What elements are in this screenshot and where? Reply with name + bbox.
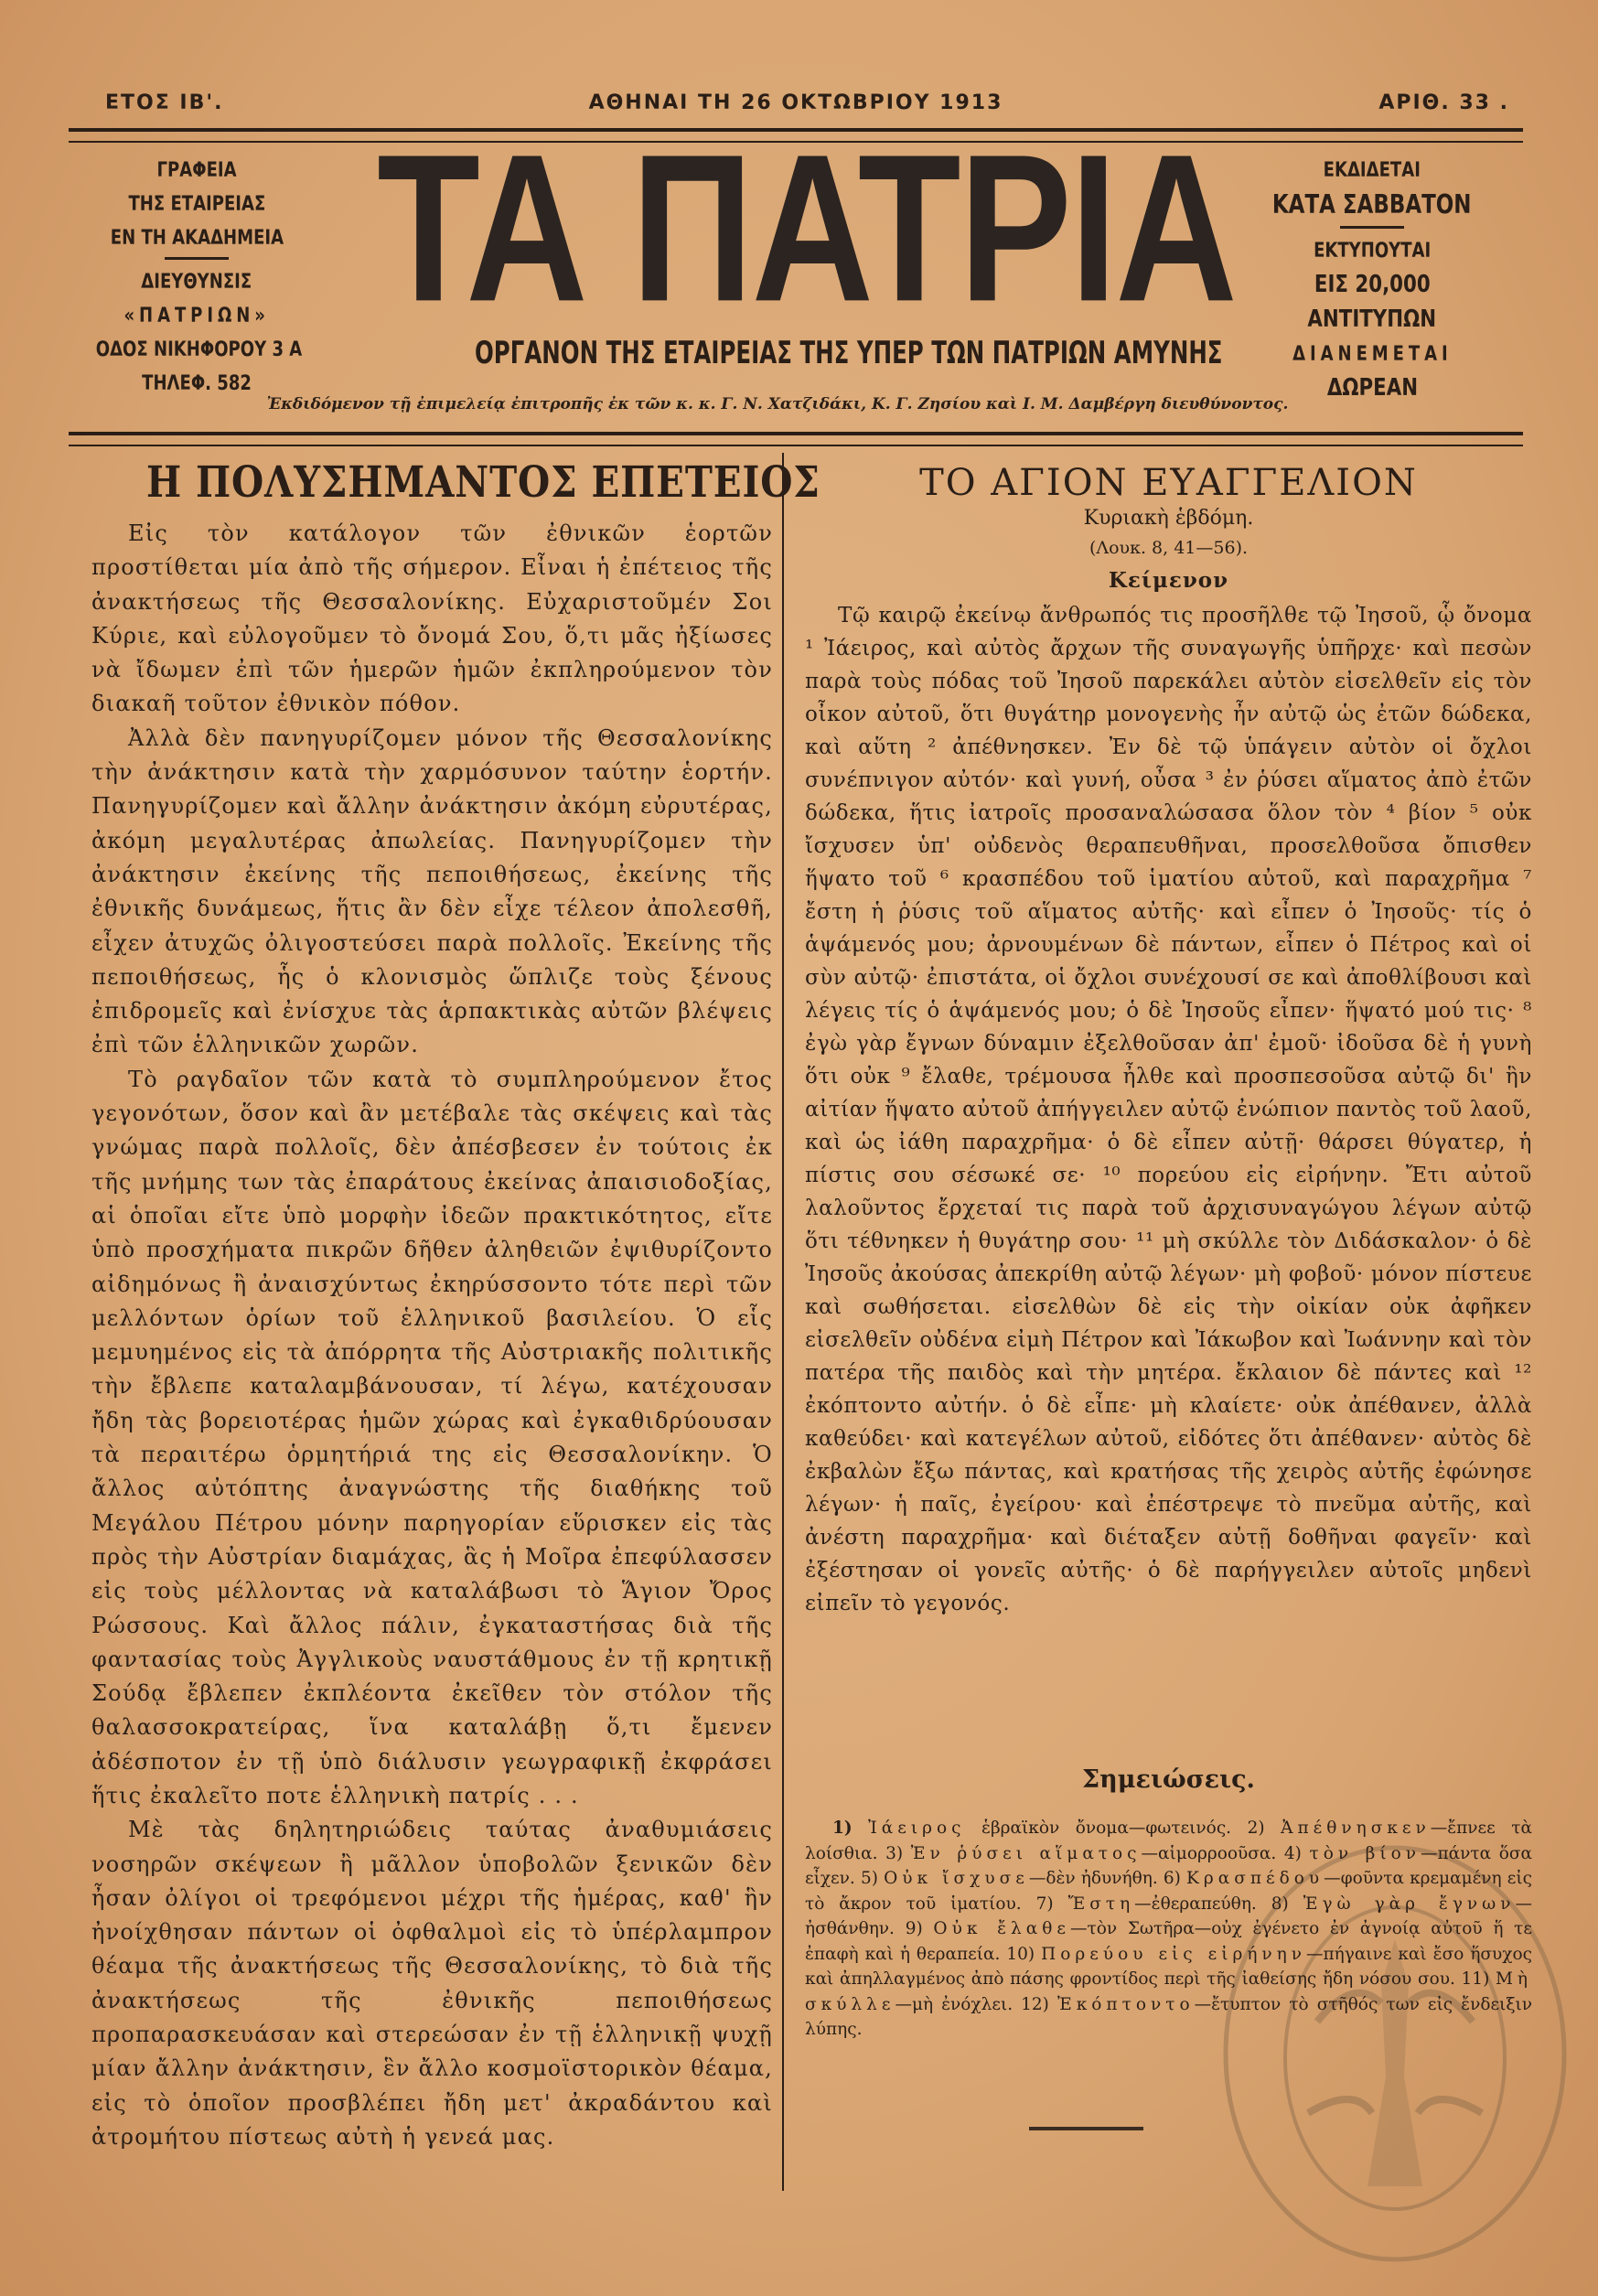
patrion-label: «ΠΑΤΡΙΩΝ»	[123, 305, 270, 327]
note-number: 6)	[1163, 1869, 1181, 1888]
note-term: Πορεύου εἰς εἰρήνην	[1041, 1944, 1307, 1964]
note-item	[832, 1819, 1248, 1838]
note-term: Μὴ σκύλλε	[805, 1969, 1532, 2014]
note-term: Οὐκ ἔλαθε	[933, 1919, 1070, 1938]
note-term: Ἰάειρος	[868, 1819, 966, 1838]
note-gloss: —ἔπνεε τὰ λοίσθια.	[805, 1819, 1532, 1863]
academy-label: ΕΝ ΤΗ ΑΚΑΔΗΜΕΙΑ	[110, 227, 284, 250]
left-article-title: Η ΠΟΛΥΣΗΜΑΝΤΟΣ ΕΠΕΤΕΙΟΣ	[145, 457, 820, 508]
phone-label: ΤΗΛΕΦ. 582	[142, 372, 252, 395]
note-number: 4)	[1283, 1843, 1302, 1863]
note-number: 7)	[1035, 1894, 1054, 1914]
note-gloss: —ἠσθάνθην.	[805, 1894, 1532, 1938]
society-label: ΤΗΣ ΕΤΑΙΡΕΙΑΣ	[128, 193, 265, 216]
free-label: ΔΩΡΕΑΝ	[1326, 374, 1418, 402]
note-item	[1036, 1894, 1271, 1914]
note-term: Ἐγὼ γὰρ ἔγνων	[1303, 1894, 1516, 1914]
note-gloss: —φοῦντα κρεμαμένη εἰς τὸ ἄκρον τοῦ ἱματίου.	[805, 1869, 1532, 1914]
note-item	[861, 1869, 1164, 1888]
copies-label: ΑΝΤΙΤΥΠΩΝ	[1307, 306, 1437, 333]
note-number: 2)	[1247, 1819, 1265, 1838]
note-item	[885, 1844, 1284, 1863]
note-gloss: ἑβραϊκὸν ὄνομα—φωτεινός.	[965, 1819, 1232, 1838]
divider	[165, 257, 229, 260]
scripture-reference: (Λουκ. 8, 41—56).	[1089, 538, 1249, 558]
left-article	[91, 457, 820, 2154]
note-term: Ἐν ῥύσει αἵματος	[910, 1843, 1142, 1863]
printed-label: ΕΚΤΥΠΟΥΤΑΙ	[1313, 240, 1432, 263]
notes-heading: Σημειώσεις.	[1082, 1765, 1255, 1794]
masthead-right-info	[1249, 154, 1496, 406]
offices-label: ΓΡΑΦΕΙΑ	[156, 159, 237, 182]
masthead-left-info	[73, 154, 320, 401]
right-article	[805, 462, 1532, 1620]
note-number: 11)	[1461, 1969, 1490, 1989]
note-term: Κρασπέδου	[1186, 1869, 1325, 1888]
dateline: ΑΘΗΝΑΙ ΤΗ 26 ΟΚΤΩΒΡΙΟΥ 1913	[588, 91, 1003, 114]
copies-count: ΕΙΣ 20,000	[1314, 271, 1431, 298]
note-term: Ἀπέθνησκεν	[1281, 1819, 1431, 1838]
year-label: ΕΤΟΣ ΙΒ'.	[105, 91, 224, 114]
note-term: Ἔστη	[1067, 1894, 1135, 1914]
divider	[1340, 226, 1404, 229]
paragraph: Ἀλλὰ δὲν πανηγυρίζομεν μόνον τῆς Θεσσαλονίκης τὴν ἀνάκτησιν κατὰ τὴν χαρμόσυνον ταύτην ἑορτήν. Πανηγυρίζομεν καὶ ἄλλην ἀνάκτησιν ἀκόμη εὐρυτέρας, ἀκόμη μεγαλυτέρας ἀπωλείας. Πανηγυρίζομεν τὴν ἀνάκτησιν ἐκείνης τῆς πεποιθήσεως, ἐκείνης τῆς ἐθνικῆς δυνάμεως, ἥτις ἂν δὲν εἶχε τέλεον ἀπολεσθῆ, εἶχεν ἀτυχῶς ὀλιγοστεύσει παρὰ πολλοῖς. Ἐκείνης τῆς πεποιθήσεως, ἧς ὁ κλονισμὸς ὥπλιζε τοὺς ξένους ἐπιδρομεῖς καὶ ἐνίσχυε τὰς ἁρπακτικὰς αὐτῶν βλέψεις ἐπὶ τῶν ἑλληνικῶν χωρῶν.	[91, 724, 773, 1058]
left-article-body	[91, 517, 773, 2154]
note-term: τὸν βίον	[1309, 1843, 1421, 1863]
note-number: 10)	[1006, 1944, 1035, 1964]
note-term: Οὐκ ἴσχυσε	[884, 1869, 1029, 1888]
note-number: 1)	[832, 1819, 853, 1838]
published-label: ΕΚΔΙΔΕΤΑΙ	[1323, 159, 1421, 182]
note-number: 8)	[1271, 1894, 1289, 1914]
note-gloss: —αἱμορροοῦσα.	[1141, 1843, 1277, 1863]
street-label: ΟΔΟΣ ΝΙΚΗΦΟΡΟΥ 3 Α	[95, 338, 303, 361]
notes-list	[805, 1816, 1532, 2043]
paragraph: Τὸ ραγδαῖον τῶν κατὰ τὸ συμπληρούμενον ἔτος γεγονότων, ὅσον καὶ ἂν μετέβαλε τὰς σκέψεις καὶ τὰς γνώμας παρὰ πολλοῖς, δὲν ἀπέσβεσεν ἐν τούτοις ἐκ τῆς μνήμης των τὰς ἐπαράτους ἐκείνας ἀπαισιοδοξίας, αἱ ὁποῖαι εἴτε ὑπὸ μορφὴν ἰδεῶν πρακτικότητος, εἴτε ὑπὸ προσχήματα πικρῶν δῆθεν ἀληθειῶν ἐψιθυρίζοντο αἰδημόνως ἢ ἀναισχύντως ἐκηρύσσοντο τότε περὶ τῶν μελλόντων ὁρίων τοῦ ἑλληνικοῦ βασιλείου. Ὁ εἷς μεμυημένος εἰς τὰ ἀπόρρητα τῆς Αὐστριακῆς πολιτικῆς τὴν ἔβλεπε καταλαμβάνουσαν, τί λέγω, κατέχουσαν ἤδη τὰς βορειοτέρας ἡμῶν χώρας καὶ ἐγκαθιδρύουσαν τὰ περαιτέρω ὁρμητήριά της εἰς Θεσσαλονίκην. Ὁ ἄλλος αὐτόπτης ἀναγνώστης τῆς διαθήκης τοῦ Μεγάλου Πέτρου μόνην παρηγορίαν εὕρισκεν εἰς τὰς πρὸς τὴν Αὐστρίαν διαμάχας, ἃς ἡ Μοῖρα ἐπεφύλασσεν εἰς τοὺς μέλλοντας νὰ καταλάβωσι τὸ Ἅγιον Ὄρος Ρώσσους. Καὶ ἄλλος πάλιν, ἐγκαταστήσας διὰ τῆς φαντασίας τοὺς Ἀγγλικοὺς ναυστάθμους ἐν τῇ κρητικῇ Σούδᾳ ἔβλεπεν ἐκπλέοντα ἐκεῖθεν τὸν στόλον τῆς θαλασσοκρατείρας, ἵνα καταλάβῃ ὅ,τι ἔμενεν ἀδέσποτον ἐν τῇ ὑπὸ διάλυσιν γεωγραφικῇ ἐκφράσει ἥτις ἐκαλεῖτο ποτε ἑλληνικὴ πατρίς . . .	[91, 1066, 773, 1808]
note-gloss: —ἔτυπτον τὸ στῆθός των εἰς ἔνδειξιν λύπης.	[805, 1994, 1533, 2039]
right-article-title: ΤΟ ΑΓΙΟΝ ΕΥΑΓΓΕΛΙΟΝ	[919, 462, 1418, 504]
note-gloss: —πάντα ὅσα εἶχεν.	[805, 1843, 1532, 1888]
note-number: 9)	[905, 1919, 923, 1938]
note-term: Ἐκόπτοντο	[1056, 1994, 1195, 2014]
distributed-label: ΔΙΑΝΕΜΕΤΑΙ	[1292, 343, 1453, 366]
note-gloss: —ἐθεραπεύθη.	[1134, 1894, 1257, 1914]
end-rule	[1029, 2127, 1143, 2130]
paragraph: Μὲ τὰς δηλητηριώδεις ταύτας ἀναθυμιάσεις νοσηρῶν σκέψεων ἢ μᾶλλον ὑποβολῶν ξενικῶν δὲν ἦσαν ὀλίγοι οἱ τρεφόμενοι μέχρι τῆς ἡμέρας, καθ' ἣν ἠνοίχθησαν πάντων οἱ ὀφθαλμοὶ εἰς τὸ ὑπέρλαμπρον θέαμα τῆς ἀνακτήσεως τῆς Θεσσαλονίκης, τὸ διὰ τῆς ἀνακτήσεως τῆς ἐθνικῆς πεποιθήσεως προπαρασκευάσαν καὶ στερεώσαν ἐν τῇ ἑλληνικῇ ψυχῇ μίαν ἄλλην ἀνάκτησιν, ἓν ἄλλο κοσμοϊστορικὸν θέαμα, εἰς τὸ ὁποῖον προσβλέπει ἤδη μετ' ἀκραδάντου καὶ ἀτρομήτου πίστεως αὐτὴ ἡ γενεά μας.	[91, 1817, 773, 2150]
address-label: ΔΙΕΥΘΥΝΣΙΣ	[141, 271, 252, 294]
text-heading: Κείμενον	[1108, 568, 1229, 593]
column-divider	[782, 453, 784, 2191]
newspaper-title: ΤΑ ΠΑΤΡΙΑ	[377, 111, 1236, 346]
gospel-text: Τῷ καιρῷ ἐκείνῳ ἄνθρωπός τις προσῆλθε τῷ Ἰησοῦ, ᾧ ὄνομα ¹ Ἰάειρος, καὶ αὐτὸς ἄρχων τῆς συναγωγῆς ὑπῆρχε· καὶ πεσὼν παρὰ τοὺς πόδας τοῦ Ἰησοῦ παρεκάλει αὐτὸν εἰσελθεῖν εἰς τὸν οἶκον αὐτοῦ, ὅτι θυγάτηρ μονογενὴς ἦν αὐτῷ ὡς ἐτῶν δώδεκα, καὶ αὕτη ² ἀπέθνησκεν. Ἐν δὲ τῷ ὑπάγειν αὐτὸν οἱ ὄχλοι συνέπνιγον αὐτόν· καὶ γυνή, οὖσα ³ ἐν ῥύσει αἵματος ἀπὸ ἐτῶν δώδεκα, ἥτις ἰατροῖς προσαναλώσασα ὅλον τὸν ⁴ βίον ⁵ οὐκ ἴσχυσεν ὑπ' οὐδενὸς θεραπευθῆναι, προσελθοῦσα ὄπισθεν ἥψατο τοῦ ⁶ κρασπέδου τοῦ ἱματίου αὐτοῦ, καὶ παραχρῆμα ⁷ ἔστη ἡ ῥύσις τοῦ αἵματος αὐτῆς· καὶ εἶπεν ὁ Ἰησοῦς· τίς ὁ ἁψάμενός μου; ἀρνουμένων δὲ πάντων, εἶπεν ὁ Πέτρος καὶ οἱ σὺν αὐτῷ· ἐπιστάτα, οἱ ὄχλοι συνέχουσί σε καὶ ἀποθλίβουσι καὶ λέγεις τίς ὁ ἁψάμενός μου; ὁ δὲ Ἰησοῦς εἶπεν· ἥψατό μού τις· ⁸ ἐγὼ γὰρ ἔγνων δύναμιν ἐξελθοῦσαν ἀπ' ἐμοῦ· ἰδοῦσα δὲ ἡ γυνὴ ὅτι οὐκ ⁹ ἔλαθε, τρέμουσα ἦλθε καὶ προσπεσοῦσα αὐτῷ δι' ἣν αἰτίαν ἥψατο αὐτοῦ ἀπήγγειλεν αὐτῷ ἐνώπιον παντὸς τοῦ λαοῦ, καὶ ὡς ἰάθη παραχρῆμα· ὁ δὲ εἶπεν αὐτῇ· θάρσει θύγατερ, ἡ πίστις σου σέσωκέ σε· ¹⁰ πορεύου εἰς εἰρήνην. Ἔτι αὐτοῦ λαλοῦντος ἔρχεταί τις παρὰ τοῦ ἀρχισυναγώγου λέγων αὐτῷ ὅτι τέθνηκεν ἡ θυγάτηρ σου· ¹¹ μὴ σκύλλε τὸν Διδάσκαλον· ὁ δὲ Ἰησοῦς ἀκούσας ἀπεκρίθη αὐτῷ λέγων· μὴ φοβοῦ· μόνον πίστευε καὶ σωθήσεται. εἰσελθὼν δὲ εἰς τὴν οἰκίαν οὐκ ἀφῆκεν εἰσελθεῖν οὐδένα εἰμὴ Πέτρον καὶ Ἰάκωβον καὶ Ἰωάννην καὶ τὸν πατέρα τῆς παιδὸς καὶ τὴν μητέρα. ἔκλαιον δὲ πάντες καὶ ¹² ἐκόπτοντο αὐτήν. ὁ δὲ εἶπε· μὴ κλαίετε· οὐκ ἀπέθανεν, ἀλλὰ καθεύδει· καὶ κατεγέλων αὐτοῦ, εἰδότες ὅτι ἀπέθανεν· αὐτὸς δὲ ἐκβαλὼν ἔξω πάντας, καὶ κρατήσας τῆς χειρὸς αὐτῆς ἐφώνησε λέγων· ἡ παῖς, ἐγείρου· καὶ ἐπέστρεψε τὸ πνεῦμα αὐτῆς, καὶ ἀνέστη παραχρῆμα· καὶ διέταξεν αὐτῇ δοθῆναι φαγεῖν· καὶ ἐξέστησαν οἱ γονεῖς αὐτῆς· ὁ δὲ παρήγγειλεν αὐτοῖς μηδενὶ εἰπεῖν τὸ γεγονός.	[805, 604, 1532, 1615]
note-gloss: —δὲν ἠδυνήθη.	[1028, 1869, 1158, 1888]
note-gloss: —μὴ ἐνόχλει.	[895, 1994, 1013, 2014]
saturday-label: ΚΑΤΑ ΣΑΒΒΑΤΟΝ	[1272, 189, 1472, 220]
masthead-bottom-rule	[69, 432, 1523, 446]
note-gloss: —τὸν Σωτῆρα—οὐχ ἐγένετο ἐν ἀγνοίᾳ αὐτοῦ ἥ τε ἐπαφὴ καὶ ἡ θεραπεία.	[805, 1919, 1533, 1964]
note-number: 5)	[860, 1869, 878, 1888]
paragraph: Εἰς τὸν κατάλογον τῶν ἐθνικῶν ἑορτῶν προστίθεται μία ἀπὸ τῆς σήμερον. Εἶναι ἡ ἐπέτειος τῆς ἀνακτήσεως τῆς Θεσσαλονίκης. Εὐχαριστοῦμέν Σοι Κύριε, καὶ εὐλογοῦμεν τὸ ὄνομά Σου, ὅ,τι μᾶς ἠξίωσες νὰ ἴδωμεν ἐπὶ τῶν ἡμερῶν ἡμῶν ἐκπληρούμενον τὸν διακαῆ τοῦτον ἐθνικὸν πόθον.	[91, 520, 773, 717]
sunday-label: Κυριακὴ ἑβδόμη.	[1083, 507, 1254, 530]
note-gloss: —πήγαινε καὶ ἔσο ἥσυχος καὶ ἀπηλλαγμένος ἀπὸ πάσης φροντίδος περὶ τῆς ἰαθείσης ἤδη νόσου σου.	[805, 1944, 1532, 1989]
issue-number: ΑΡΙΘ. 33 .	[1378, 91, 1509, 114]
newspaper-subtitle: ΟΡΓΑΝΟΝ ΤΗΣ ΕΤΑΙΡΕΙΑΣ ΤΗΣ ΥΠΕΡ ΤΩΝ ΠΑΤΡΙΩΝ ΑΜΥΝΗΣ	[474, 335, 1223, 371]
editors-line: Ἐκδιδόμενον τῇ ἐπιμελείᾳ ἐπιτροπῆς ἐκ τῶν κ. κ. Γ. Ν. Χατζιδάκι, Κ. Γ. Ζησίου καὶ Ι. Μ. Δαμβέργη διευθύνοντος.	[266, 395, 1289, 413]
note-number: 3)	[885, 1843, 904, 1863]
note-number: 12)	[1021, 1994, 1049, 2014]
